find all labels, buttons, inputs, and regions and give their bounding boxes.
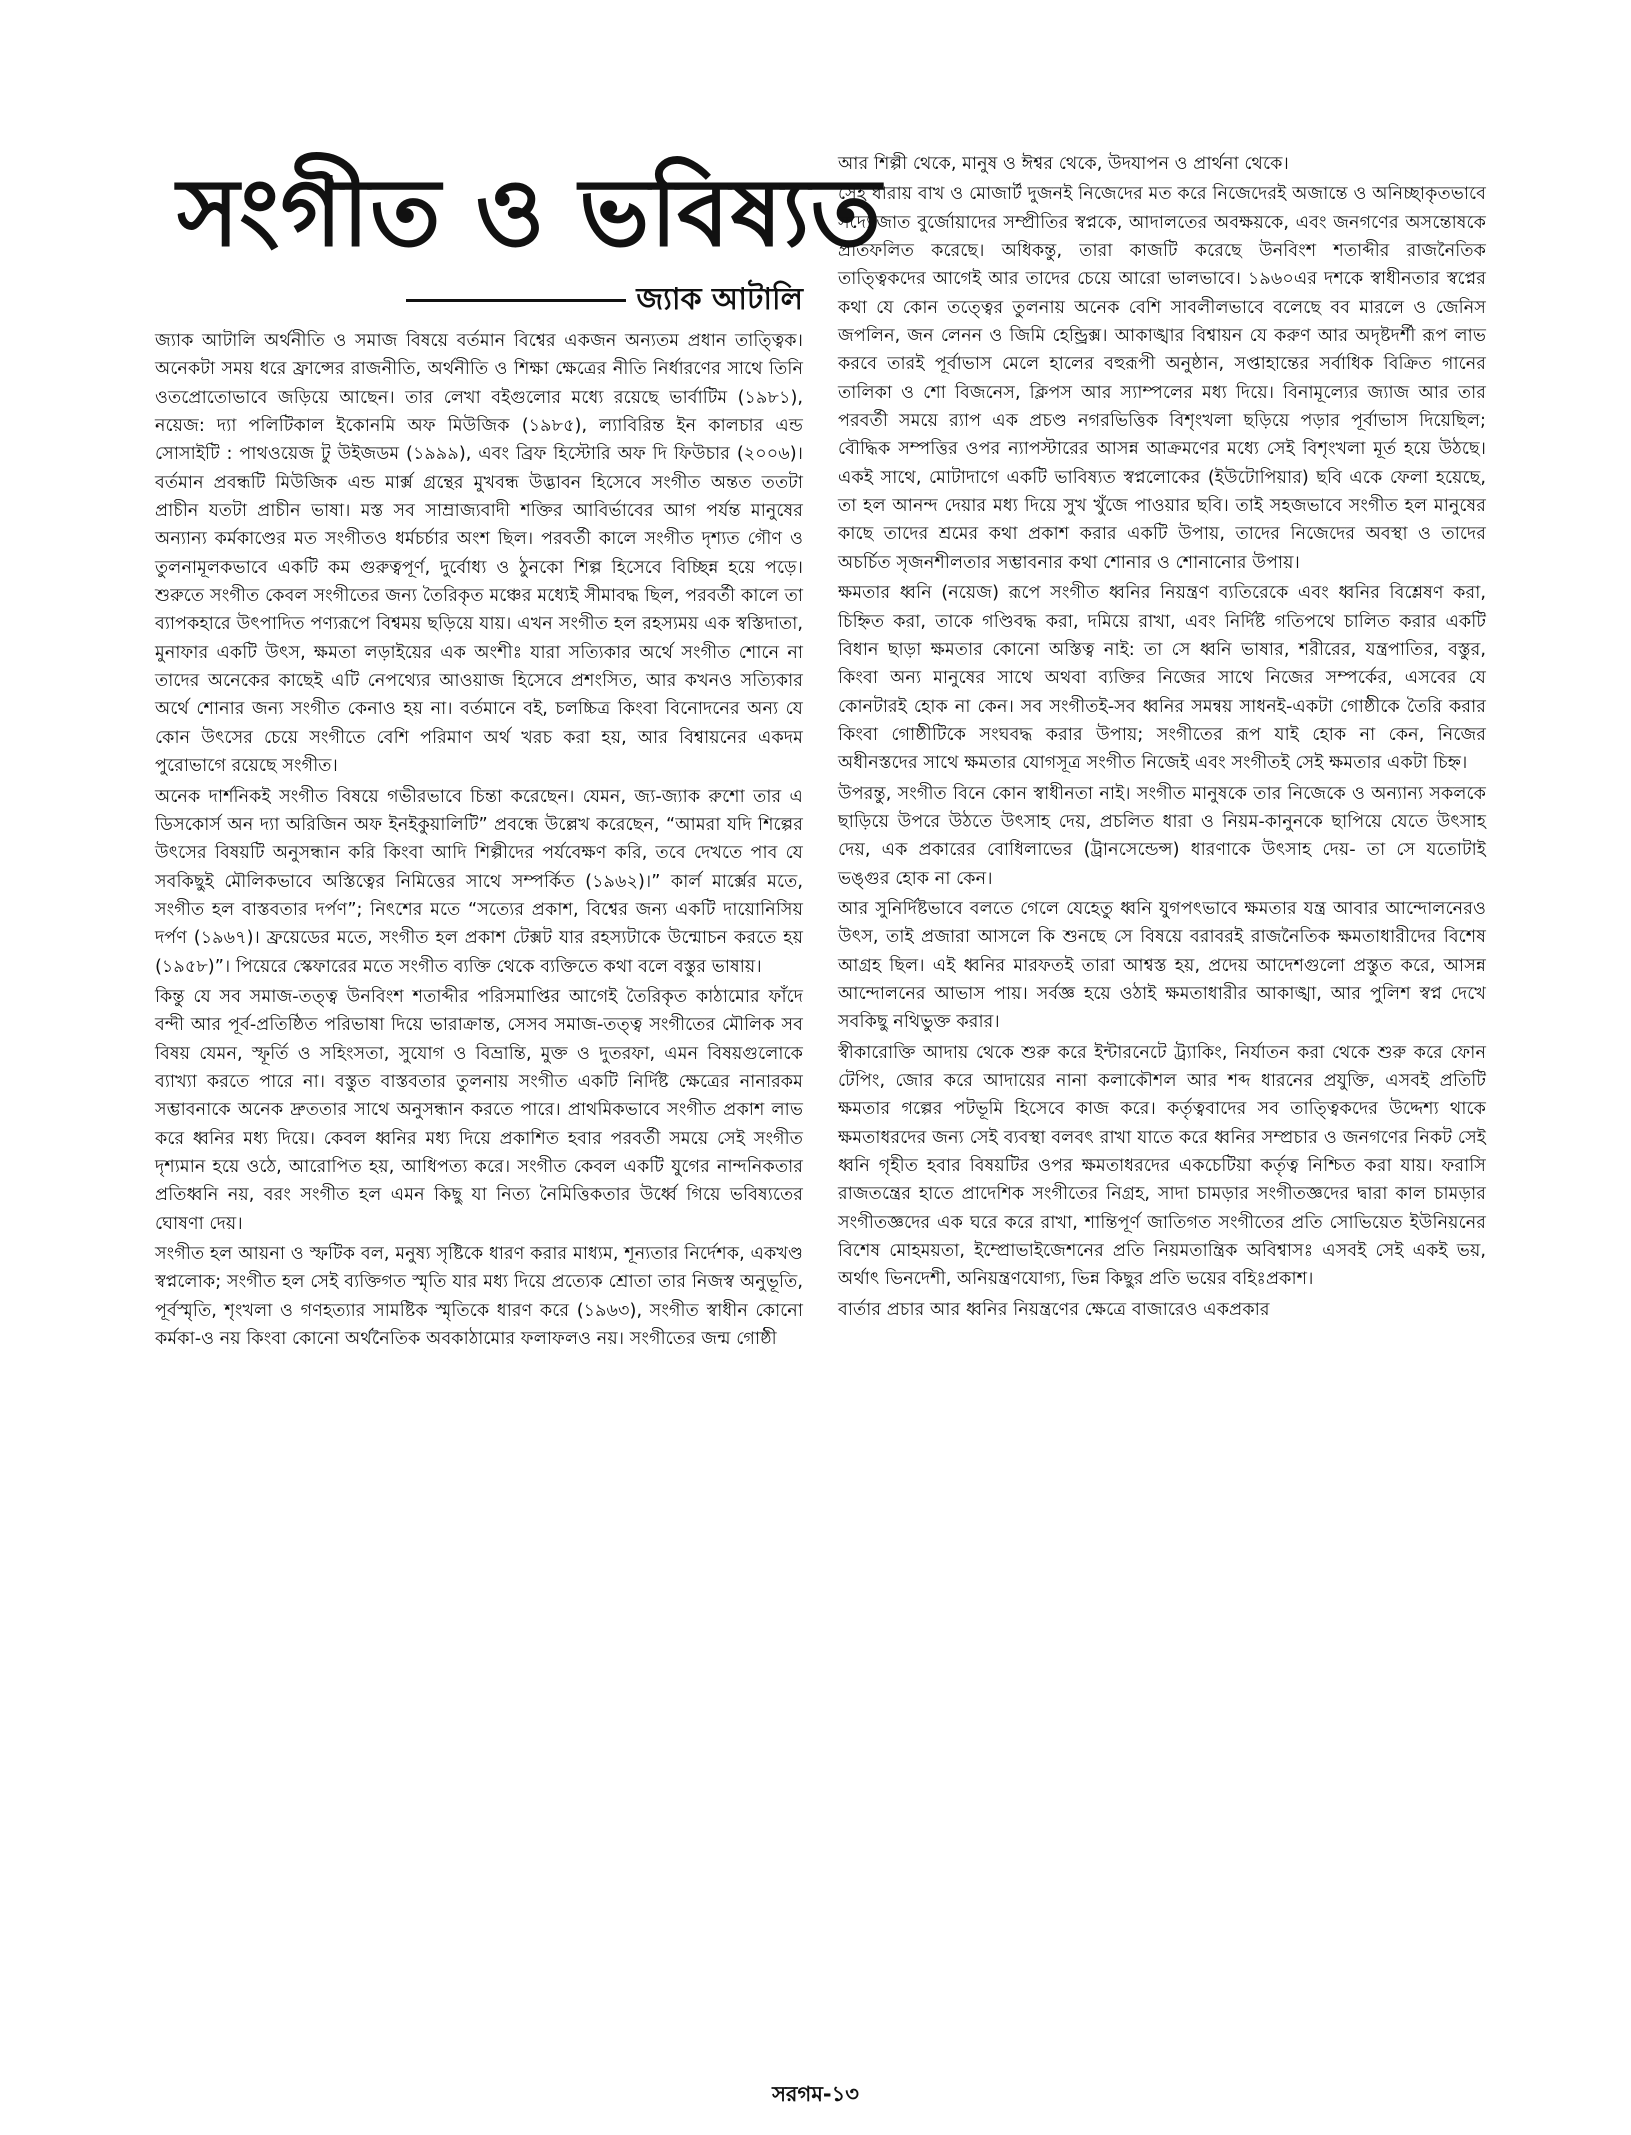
byline-row xyxy=(155,273,803,327)
body-paragraph: সেই ধারায় বাখ ও মোজার্ট দুজনই নিজেদের মত করে নিজেদেরই অজান্তে ও অনিচ্ছাকৃতভাবে সদ্যোজাত বুর্জোয়াদের সম্প্রীতির স্বপ্নকে, আদালতের অবক্ষয়কে, এবং জনগণের অসন্তোষকে প্রতিফলিত করেছে। অধিকন্তু, তারা কাজটি করেছে উনবিংশ শতাব্দীর রাজনৈতিক তাত্ত্বিকদের আগেই আর তাদের চেয়ে আরো ভালভাবে। ১৯৬০এর দশকে স্বাধীনতার স্বপ্নের কথা যে কোন তত্ত্বের তুলনায় অনেক বেশি সাবলীলভাবে বলেছে বব মারলে ও জেনিস জপলিন, জন লেনন ও জিমি হেন্ড্রিক্স। আকাঙ্খার বিশ্বায়ন যে করুণ আর অদৃষ্টদর্শী রূপ লাভ করবে তারই পূর্বাভাস মেলে হালের বহুরূপী অনুষ্ঠান, সপ্তাহান্তের সর্বাধিক বিক্রিত গানের তালিকা ও শো বিজনেস, ক্লিপস আর স্যাম্পলের মধ্য দিয়ে। বিনামূল্যের জ্যাজ আর তার পরবর্তী সময়ে র‍্যাপ এক প্রচণ্ড নগরভিত্তিক বিশৃংখলা ছড়িয়ে পড়ার পূর্বাভাস দিয়েছিল; বৌদ্ধিক সম্পত্তির ওপর ন্যাপস্টারের আসন্ন আক্রমণের মধ্যে সেই বিশৃংখলা মূর্ত হয়ে উঠছে। একই সাথে, মোটাদাগে একটি ভাবিষ্যত স্বপ্নলোকের (ইউটোপিয়ার) ছবি একে ফেলা হয়েছে, তা হল আনন্দ দেয়ার মধ্য দিয়ে সুখ খুঁজে পাওয়ার ছবি। তাই সহজভাবে সংগীত হল মানুষের কাছে তাদের শ্রমের কথা প্রকাশ করার একটি উপায়, তাদের নিজেদের অবস্থা ও তাদের অচর্চিত সৃজনশীলতার সম্ভাবনার কথা শোনার ও শোনানোর উপায়। xyxy=(838,184,1486,573)
body-paragraph: আর সুনির্দিষ্টভাবে বলতে গেলে যেহেতু ধ্বনি যুগপৎভাবে ক্ষমতার যন্ত্র আবার আন্দোলনেরও উৎস, তাই প্রজারা আসলে কি শুনছে সে বিষয়ে বরাবরই রাজনৈতিক ক্ষমতাধারীদের বিশেষ আগ্রহ ছিল। এই ধ্বনির মারফতই তারা আশ্বস্ত হয়, প্রদেয় আদেশগুলো প্রস্তুত করে, আসন্ন আন্দোলনের আভাস পায়। সর্বজ্ঞ হয়ে ওঠাই ক্ষমতাধারীর আকাঙ্খা, আর পুলিশ স্বপ্ন দেখে সবকিছু নথিভুক্ত করার। xyxy=(838,898,1486,1033)
body-paragraph: আর শিল্পী থেকে, মানুষ ও ঈশ্বর থেকে, উদযাপন ও প্রার্থনা থেকে। xyxy=(838,154,1289,174)
body-paragraph: উপরন্তু, সংগীত বিনে কোন স্বাধীনতা নাই। সংগীত মানুষকে তার নিজেকে ও অন্যান্য সকলকে ছাড়িয়ে উপরে উঠতে উৎসাহ দেয়, প্রচলিত ধারা ও নিয়ম-কানুনকে ছাপিয়ে যেতে উৎসাহ দেয়, এক প্রকারের বোধিলাভের (ট্রানসেন্ডেন্স) ধারণাকে উৎসাহ দেয়- তা সে যতোটাই ভঙ্গুর হোক না কেন। xyxy=(838,783,1486,889)
article-title: সংগীত ও ভবিষ্যত xyxy=(177,159,883,268)
left-column xyxy=(155,148,883,1355)
body-paragraph: জ্যাক আটালি অর্থনীতি ও সমাজ বিষয়ে বর্তমান বিশ্বের একজন অন্যতম প্রধান তাত্ত্বিক। অনেকটা সময় ধরে ফ্রান্সের রাজনীতি, অর্থনীতি ও শিক্ষা ক্ষেত্রের নীতি নির্ধারণের সাথে তিনি ওতপ্রোতোভাবে জড়িয়ে আছেন। তার লেখা বইগুলোর মধ্যে রয়েছে ভার্বাটিম (১৯৮১), নয়েজ: দ্যা পলিটিকাল ইকোনমি অফ মিউজিক (১৯৮৫), ল্যাবিরিন্ত ইন কালচার এন্ড সোসাইটি : পাথওয়েজ টু উইজডম (১৯৯৯), এবং ব্রিফ হিস্টোরি অফ দি ফিউচার (২০০৬)। বর্তমান প্রবন্ধটি মিউজিক এন্ড মার্ক্স গ্রন্থের মুখবন্ধ উদ্ভাবন হিসেবে সংগীত অন্তত ততটা প্রাচীন যতটা প্রাচীন ভাষা। মস্ত সব সাম্রাজ্যবাদী শক্তির আবির্ভাবের আগ পর্যন্ত মানুষের অন্যান্য কর্মকাণ্ডের মত সংগীতও ধর্মচর্চার অংশ ছিল। পরবর্তী কালে সংগীত দৃশ্যত গৌণ ও তুলনামূলকভাবে একটি কম গুরুত্বপূর্ণ, দুর্বোধ্য ও ঠুনকো শিল্প হিসেবে বিচ্ছিন্ন হয়ে পড়ে। শুরুতে সংগীত কেবল সংগীতের জন্য তৈরিকৃত মঞ্চের মধ্যেই সীমাবদ্ধ ছিল, পরবর্তী কালে তা ব্যাপকহারে উৎপাদিত পণ্যরূপে বিশ্বময় ছড়িয়ে যায়। এখন সংগীত হল রহস্যময় এক স্বস্তিদাতা, মুনাফার একটি উৎস, ক্ষমতা লড়াইয়ের এক অংশীঃ যারা সত্যিকার অর্থে সংগীত শোনে না তাদের অনেকের কাছেই এটি নেপথ্যের আওয়াজ হিসেবে প্রশংসিত, আর কখনও সত্যিকার অর্থে শোনার জন্য সংগীত কেনাও হয় না। বর্তমানে বই, চলচ্চিত্র কিংবা বিনোদনের অন্য যে কোন উৎসের চেয়ে সংগীতে বেশি পরিমাণ অর্থ খরচ করা হয়, আর বিশ্বায়নের একদম পুরোভাগে রয়েছে সংগীত। xyxy=(155,331,803,777)
body-paragraph: সংগীত হল আয়না ও স্ফটিক বল, মনুষ্য সৃষ্টিকে ধারণ করার মাধ্যম, শূন্যতার নির্দেশক, একখণ্ড স্বপ্নলোক; সংগীত হল সেই ব্যক্তিগত স্মৃতি যার মধ্য দিয়ে প্রত্যেক শ্রোতা তার নিজস্ব অনুভূতি, পূর্বস্মৃতি, শৃংখলা ও গণহত্যার সামষ্টিক স্মৃতিকে ধারণ করে (১৯৬৩), সংগীত স্বাধীন কোনো কর্মকা-ও নয় কিংবা কোনো অর্থনৈতিক অবকাঠামোর ফলাফলও নয়। সংগীতের জন্ম গোষ্ঠী xyxy=(155,1244,803,1350)
body-paragraph: ক্ষমতার ধ্বনি (নয়েজ) রূপে সংগীত ধ্বনির নিয়ন্ত্রণ ব্যতিরেকে এবং ধ্বনির বিশ্লেষণ করা, চিহ্নিত করা, তাকে গণ্ডিবদ্ধ করা, দমিয়ে রাখা, এবং নির্দিষ্ট গতিপথে চালিত করার একটি বিধান ছাড়া ক্ষমতার কোনো অস্তিত্ব নাই: তা সে ধ্বনি ভাষার, শরীরের, যন্ত্রপাতির, বস্তুর, কিংবা অন্য মানুষের সাথে অথবা ব্যক্তির নিজের সাথে নিজের সম্পর্কের, এসবের যে কোনটারই হোক না কেন। সব সংগীতই-সব ধ্বনির সমন্বয় সাধনই-একটা গোষ্ঠীকে তৈরি করার কিংবা গোষ্ঠীটিকে সংঘবদ্ধ করার উপায়; সংগীতের রূপ যাই হোক না কেন, নিজের অধীনস্তদের সাথে ক্ষমতার যোগসূত্র সংগীত নিজেই এবং সংগীতই সেই ক্ষমতার একটা চিহ্ন। xyxy=(838,583,1486,774)
author-byline: জ্যাক আটালি xyxy=(636,282,803,317)
page-number-footer: সরগম-১৩ xyxy=(772,2082,859,2106)
body-paragraph: কিন্তু যে সব সমাজ-তত্ত্ব উনবিংশ শতাব্দীর পরিসমাপ্তির আগেই তৈরিকৃত কাঠামোর ফাঁদে বন্দী আর পূর্ব-প্রতিষ্ঠিত পরিভাষা দিয়ে ভারাক্রান্ত, সেসব সমাজ-তত্ত্ব সংগীতের মৌলিক সব বিষয় যেমন, স্ফূর্তি ও সহিংসতা, সুযোগ ও বিভ্রান্তি, মুক্ত ও দুতরফা, এমন বিষয়গুলোকে ব্যাখ্যা করতে পারে না। বস্তুত বাস্তবতার তুলনায় সংগীত একটি নির্দিষ্ট ক্ষেত্রের নানারকম সম্ভাবনাকে অনেক দ্রুততার সাথে অনুসন্ধান করতে পারে। প্রাথমিকভাবে সংগীত প্রকাশ লাভ করে ধ্বনির মধ্য দিয়ে। কেবল ধ্বনির মধ্য দিয়ে প্রকাশিত হবার পরবর্তী সময়ে সেই সংগীত দৃশ্যমান হয়ে ওঠে, আরোপিত হয়, আধিপত্য করে। সংগীত কেবল একটি যুগের নান্দনিকতার প্রতিধ্বনি নয়, বরং সংগীত হল এমন কিছু যা নিত্য নৈমিত্তিকতার উর্ধ্বে গিয়ে ভবিষ্যতের ঘোষণা দেয়। xyxy=(155,986,803,1234)
body-paragraph: বার্তার প্রচার আর ধ্বনির নিয়ন্ত্রণের ক্ষেত্রে বাজারেও একপ্রকার xyxy=(838,1299,1270,1320)
byline-rule xyxy=(406,299,626,302)
right-column xyxy=(838,150,1486,1326)
body-paragraph: অনেক দার্শনিকই সংগীত বিষয়ে গভীরভাবে চিন্তা করেছেন। যেমন, জ্য-জ্যাক রুশো তার এ ডিসকোর্স অন দ্যা অরিজিন অফ ইনইকুয়ালিটি” প্রবন্ধে উল্লেখ করেছেন, “আমরা যদি শিল্পের উৎসের বিষয়টি অনুসন্ধান করি কিংবা আদি শিল্পীদের পর্যবেক্ষণ করি, তবে দেখতে পাব যে সবকিছুই মৌলিকভাবে অস্তিত্বের নিমিত্তের সাথে সম্পর্কিত (১৯৬২)।” কার্ল মার্ক্সের মতে, সংগীত হল বাস্তবতার দর্পণ”; নিৎশের মতে “সত্যের প্রকাশ, বিশ্বের জন্য একটি দায়োনিসিয় দর্পণ (১৯৬৭)। ফ্রয়েডের মতে, সংগীত হল প্রকাশ টেক্সট যার রহস্যটাকে উন্মোচন করতে হয় (১৯৫৮)”। পিয়েরে স্কেফারের মতে সংগীত ব্যক্তি থেকে ব্যক্তিতে কথা বলে বস্তুর ভাষায়। xyxy=(155,786,803,977)
body-paragraph: স্বীকারোক্তি আদায় থেকে শুরু করে ইন্টারনেটে ট্র্যাকিং, নির্যাতন করা থেকে শুরু করে ফোন টেপিং, জোর করে আদায়ের নানা কলাকৌশল আর শব্দ ধারনের প্রযুক্তি, এসবই প্রতিটি ক্ষমতার গল্পের পটভূমি হিসেবে কাজ করে। কর্তৃত্ববাদের সব তাত্ত্বিকদের উদ্দেশ্য থাকে ক্ষমতাধরদের জন্য সেই ব্যবস্থা বলবৎ রাখা যাতে করে ধ্বনির সম্প্রচার ও জনগণের নিকট সেই ধ্বনি গৃহীত হবার বিষয়টির ওপর ক্ষমতাধরদের একচেটিয়া কর্তৃত্ব নিশ্চিত করা যায়। ফরাসি রাজতন্ত্রের হাতে প্রাদেশিক সংগীতের নিগ্রহ, সাদা চামড়ার সংগীতজ্ঞদের দ্বারা কাল চামড়ার সংগীতজ্ঞদের এক ঘরে করে রাখা, শান্তিপূর্ণ জাতিগত সংগীতের প্রতি সোভিয়েত ইউনিয়নের বিশেষ মোহময়তা, ইম্প্রোভাইজেশনের প্রতি নিয়মতান্ত্রিক অবিশ্বাসঃ এসবই সেই একই ভয়, অর্থাৎ ভিনদেশী, অনিয়ন্ত্রণযোগ্য, ভিন্ন কিছুর প্রতি ভয়ের বহিঃপ্রকাশ। xyxy=(838,1042,1486,1290)
